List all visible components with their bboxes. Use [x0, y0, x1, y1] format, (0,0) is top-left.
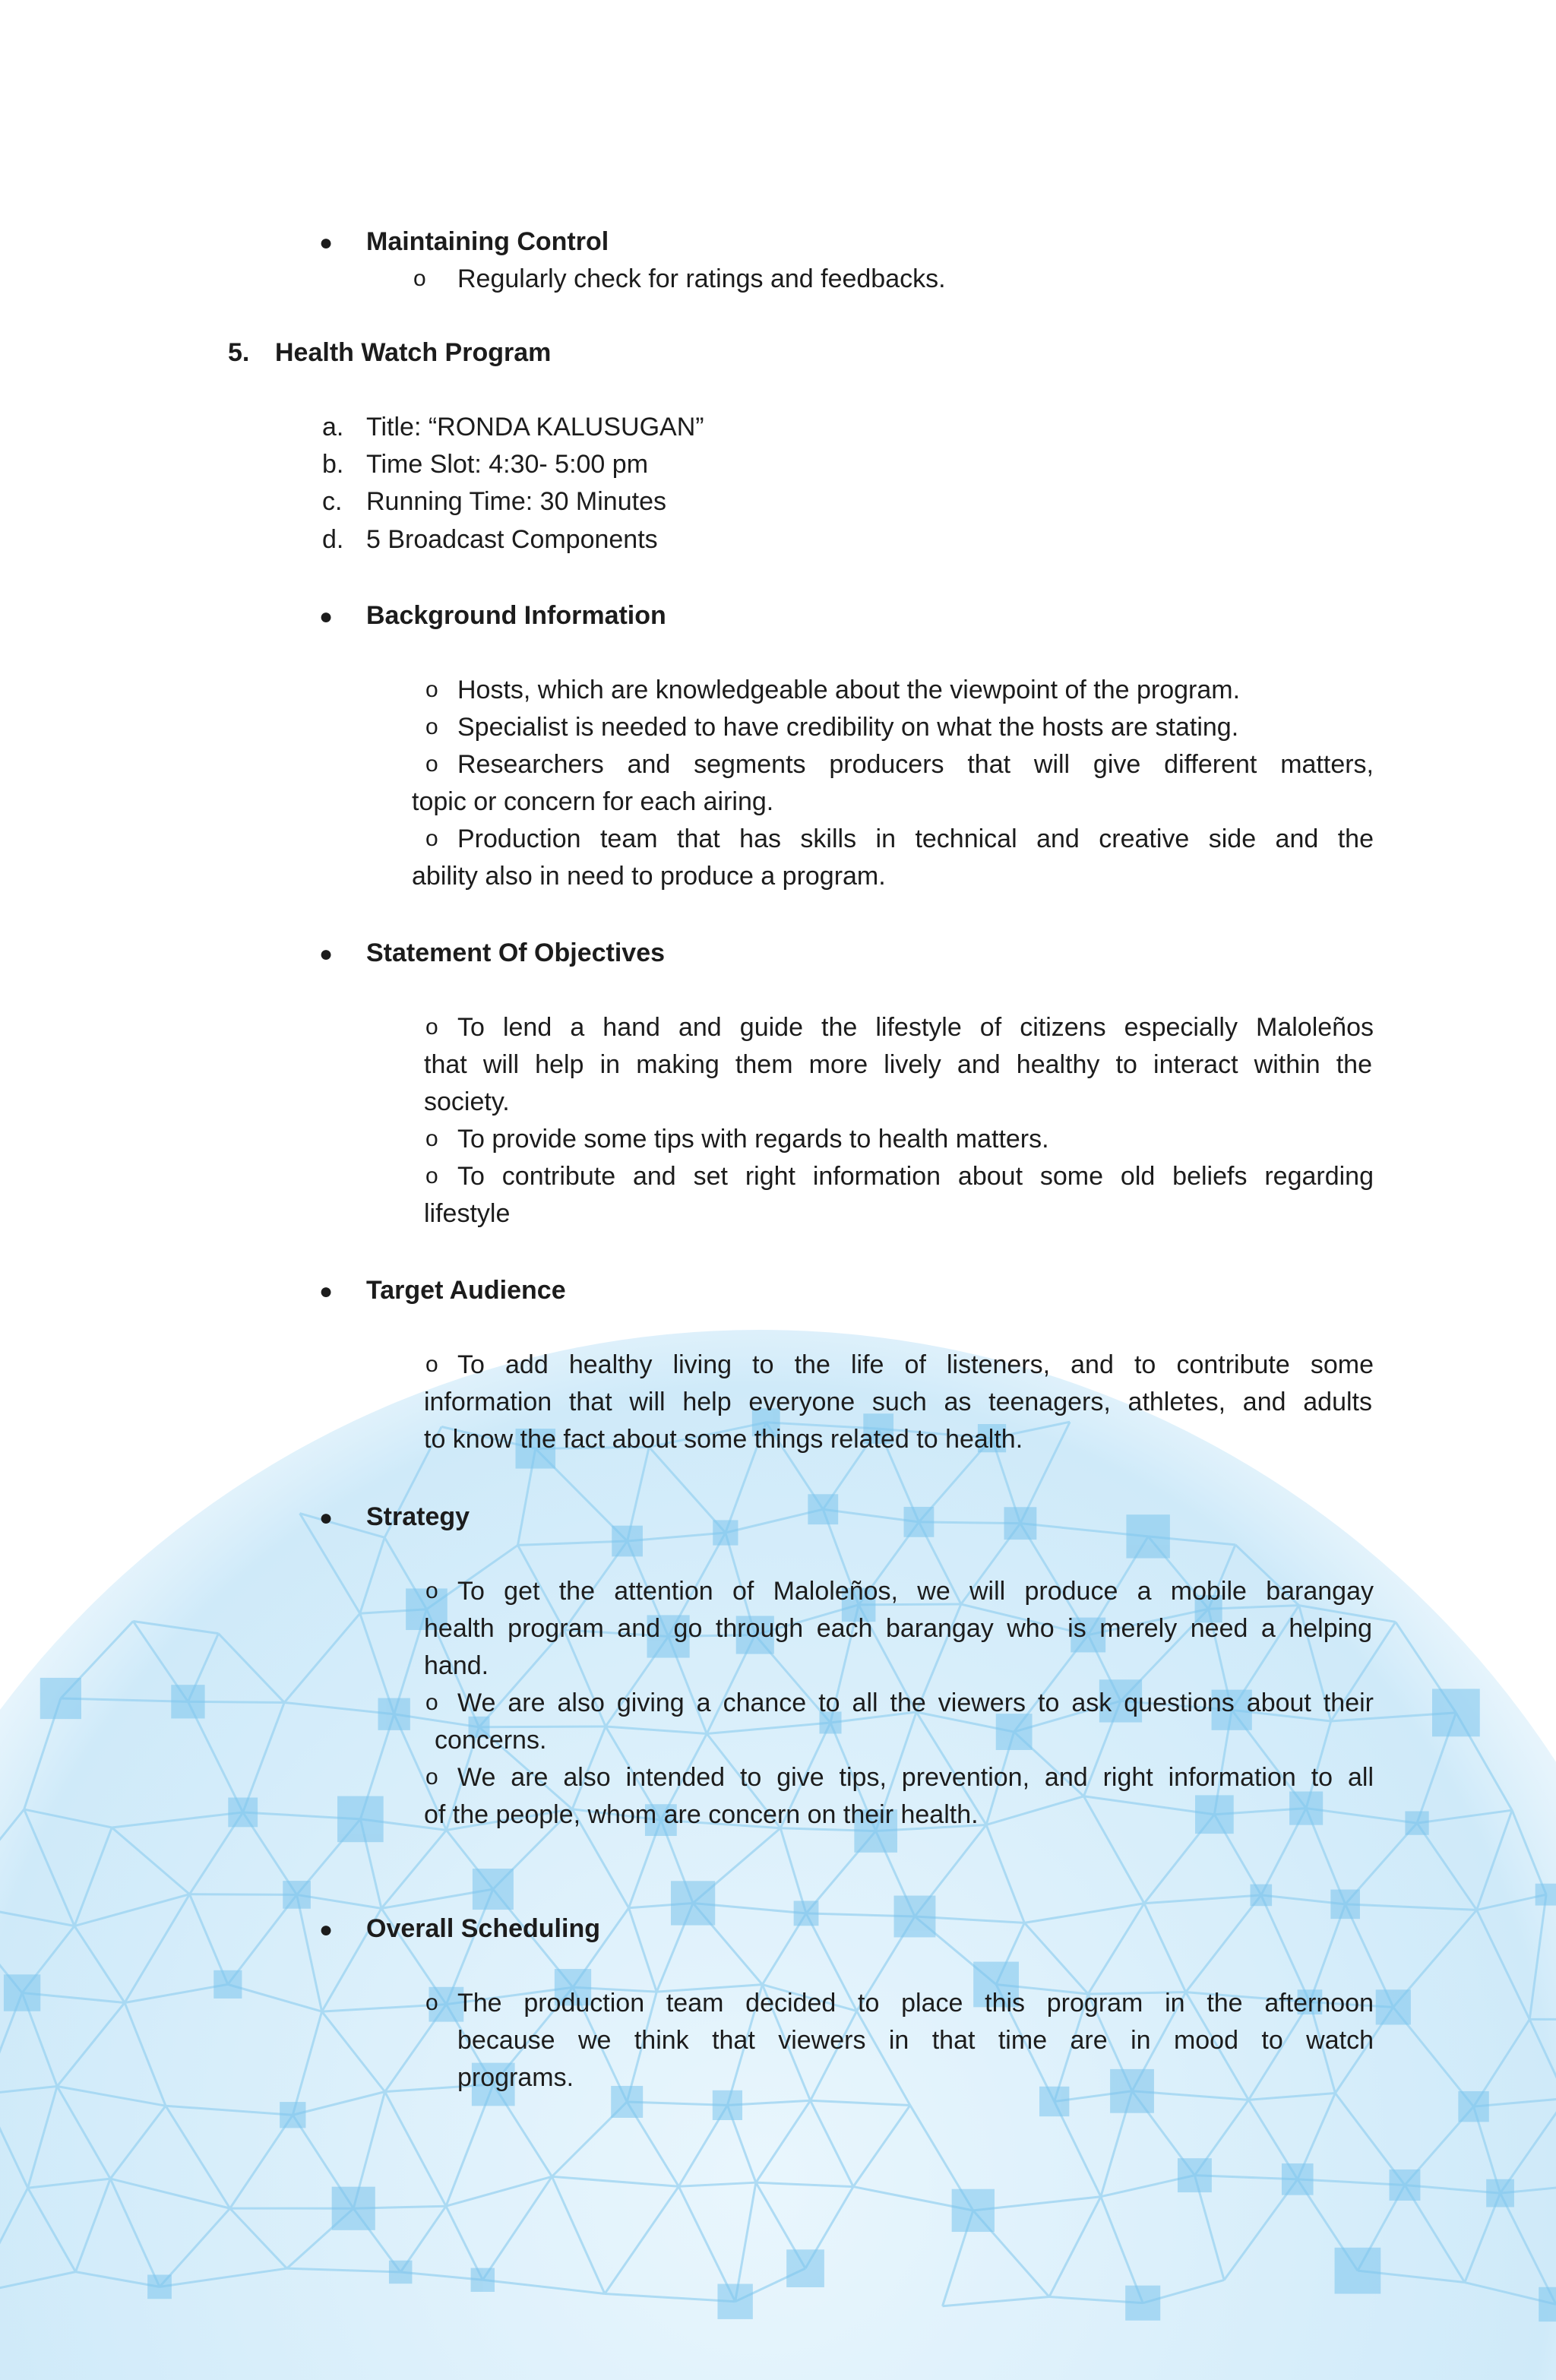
mesh-node — [1126, 1514, 1169, 1558]
objectives-line: society. — [424, 1087, 510, 1116]
mesh-node — [1250, 1885, 1272, 1907]
objectives-line: lifestyle — [424, 1199, 511, 1228]
sub-bullet-icon: o — [425, 826, 438, 851]
objectives-line: To contribute and set right information about some old beliefs regarding — [457, 1162, 1374, 1191]
mesh-node — [280, 2102, 305, 2128]
bullet-icon: ● — [319, 1917, 334, 1942]
strategy-line: concerns. — [435, 1726, 547, 1755]
mesh-node — [389, 2261, 413, 2284]
scheduling-heading: Overall Scheduling — [366, 1914, 600, 1943]
mesh-node — [1376, 1989, 1411, 2024]
mesh-node — [1039, 2087, 1069, 2116]
target-line: To add healthy living to the life of listeners, and to contribute some — [457, 1350, 1374, 1379]
strategy-line: hand. — [424, 1651, 489, 1680]
mesh-node — [1289, 1792, 1323, 1825]
mesh-node — [952, 2189, 995, 2232]
mesh-node — [611, 2086, 643, 2118]
mesh-node — [1535, 1884, 1556, 1906]
strategy-line: We are also giving a chance to all the viewers to ask questions about their — [457, 1688, 1374, 1717]
mesh-node — [332, 2187, 375, 2230]
sub-bullet-icon: o — [425, 677, 438, 702]
bullet-icon: ● — [319, 1279, 334, 1304]
strategy-line: To get the attention of Maloleños, we will produce a mobile barangay — [457, 1577, 1374, 1606]
sub-bullet-icon: o — [425, 752, 438, 777]
mesh-node — [171, 1685, 204, 1718]
objectives-line: that will help in making them more lively and healthy to interact within the — [424, 1050, 1372, 1079]
mesh-node — [473, 1869, 514, 1910]
background-heading: Background Information — [366, 601, 666, 630]
mesh-line — [190, 1894, 297, 1895]
background-line: ability also in need to produce a program. — [412, 862, 886, 891]
mesh-node — [1195, 1795, 1234, 1834]
sub-bullet-icon: o — [425, 1990, 438, 2015]
target-line: information that will help everyone such as teenagers, athletes, and adults — [424, 1388, 1372, 1416]
bullet-icon: ● — [319, 942, 334, 967]
list-item-title: Title: “RONDA KALUSUGAN” — [366, 413, 704, 442]
mesh-node — [213, 1970, 242, 1999]
maintaining-item: Regularly check for ratings and feedbacks. — [457, 264, 946, 293]
mesh-node — [1178, 2158, 1212, 2192]
mesh-node — [1539, 2287, 1556, 2321]
mesh-node — [1458, 2091, 1488, 2122]
section-number: 5. — [228, 338, 250, 367]
background-line: Production team that has skills in technical and creative side and the — [457, 824, 1374, 853]
mesh-node — [794, 1901, 819, 1926]
strategy-line: health program and go through each barangay who is merely need a helping — [424, 1614, 1372, 1643]
mesh-node — [717, 2284, 752, 2319]
sub-bullet-icon: o — [425, 1690, 438, 1715]
mesh-node — [1405, 1811, 1428, 1834]
mesh-node — [1125, 2286, 1160, 2321]
mesh-node — [283, 1881, 311, 1909]
scheduling-line: programs. — [457, 2063, 574, 2092]
mesh-node — [904, 1507, 935, 1537]
mesh-node — [713, 1520, 738, 1545]
mesh-node — [1389, 2170, 1420, 2201]
maintaining-heading: Maintaining Control — [366, 227, 609, 256]
list-letter: a. — [322, 413, 344, 442]
sub-bullet-icon: o — [425, 1578, 438, 1603]
list-letter: c. — [322, 487, 343, 516]
strategy-line: of the people, whom are concern on their health. — [424, 1800, 979, 1829]
mesh-node — [786, 2249, 824, 2287]
mesh-node — [337, 1796, 384, 1843]
sub-bullet-icon: o — [413, 266, 426, 291]
list-letter: b. — [322, 450, 344, 479]
bullet-icon: ● — [319, 604, 334, 629]
scheduling-line: because we think that viewers in that time are in mood to watch — [457, 2026, 1374, 2055]
objectives-line: To provide some tips with regards to health matters. — [457, 1125, 1049, 1154]
mesh-node — [378, 1698, 410, 1730]
bullet-icon: ● — [319, 1505, 334, 1530]
mesh-node — [228, 1798, 258, 1828]
mesh-node — [612, 1526, 643, 1557]
sub-bullet-icon: o — [425, 1352, 438, 1377]
mesh-node — [671, 1881, 715, 1925]
sub-bullet-icon: o — [425, 1014, 438, 1040]
objectives-heading: Statement Of Objectives — [366, 938, 666, 967]
mesh-node — [40, 1678, 81, 1719]
list-item-running-time: Running Time: 30 Minutes — [366, 487, 666, 516]
list-item-time-slot: Time Slot: 4:30- 5:00 pm — [366, 450, 649, 479]
mesh-node — [1330, 1890, 1360, 1920]
mesh-node — [1110, 2069, 1154, 2113]
section-title: Health Watch Program — [275, 338, 552, 367]
mesh-node — [1486, 2179, 1514, 2208]
sub-bullet-icon: o — [425, 1126, 438, 1151]
mesh-node — [471, 2268, 495, 2292]
sub-bullet-icon: o — [425, 1764, 438, 1790]
background-line: topic or concern for each airing. — [412, 787, 774, 816]
mesh-node — [1004, 1507, 1036, 1540]
background-line: Specialist is needed to have credibility on what the hosts are stating. — [457, 713, 1239, 742]
mesh-node — [4, 1974, 40, 2011]
mesh-node — [808, 1494, 838, 1524]
strategy-heading: Strategy — [366, 1502, 470, 1531]
scheduling-line: The production team decided to place this program in the afternoon — [457, 1989, 1374, 2018]
mesh-node — [894, 1896, 936, 1938]
mesh-node — [713, 2090, 742, 2120]
strategy-line: We are also intended to give tips, prevention, and right information to all — [457, 1763, 1374, 1792]
bullet-icon: ● — [319, 230, 334, 255]
mesh-node — [1282, 2163, 1314, 2195]
mesh-node — [147, 2274, 172, 2299]
mesh-node — [1432, 1688, 1480, 1736]
target-heading: Target Audience — [366, 1276, 566, 1305]
list-letter: d. — [322, 525, 344, 554]
sub-bullet-icon: o — [425, 1163, 438, 1188]
target-line: to know the fact about some things related to health. — [424, 1425, 1023, 1454]
background-line: Researchers and segments producers that will give different matters, — [457, 750, 1374, 779]
list-item-components: 5 Broadcast Components — [366, 525, 658, 554]
sub-bullet-icon: o — [425, 714, 438, 739]
mesh-node — [1335, 2248, 1381, 2294]
objectives-line: To lend a hand and guide the lifestyle of citizens especially Maloleños — [457, 1013, 1374, 1042]
background-line: Hosts, which are knowledgeable about the viewpoint of the program. — [457, 676, 1241, 704]
